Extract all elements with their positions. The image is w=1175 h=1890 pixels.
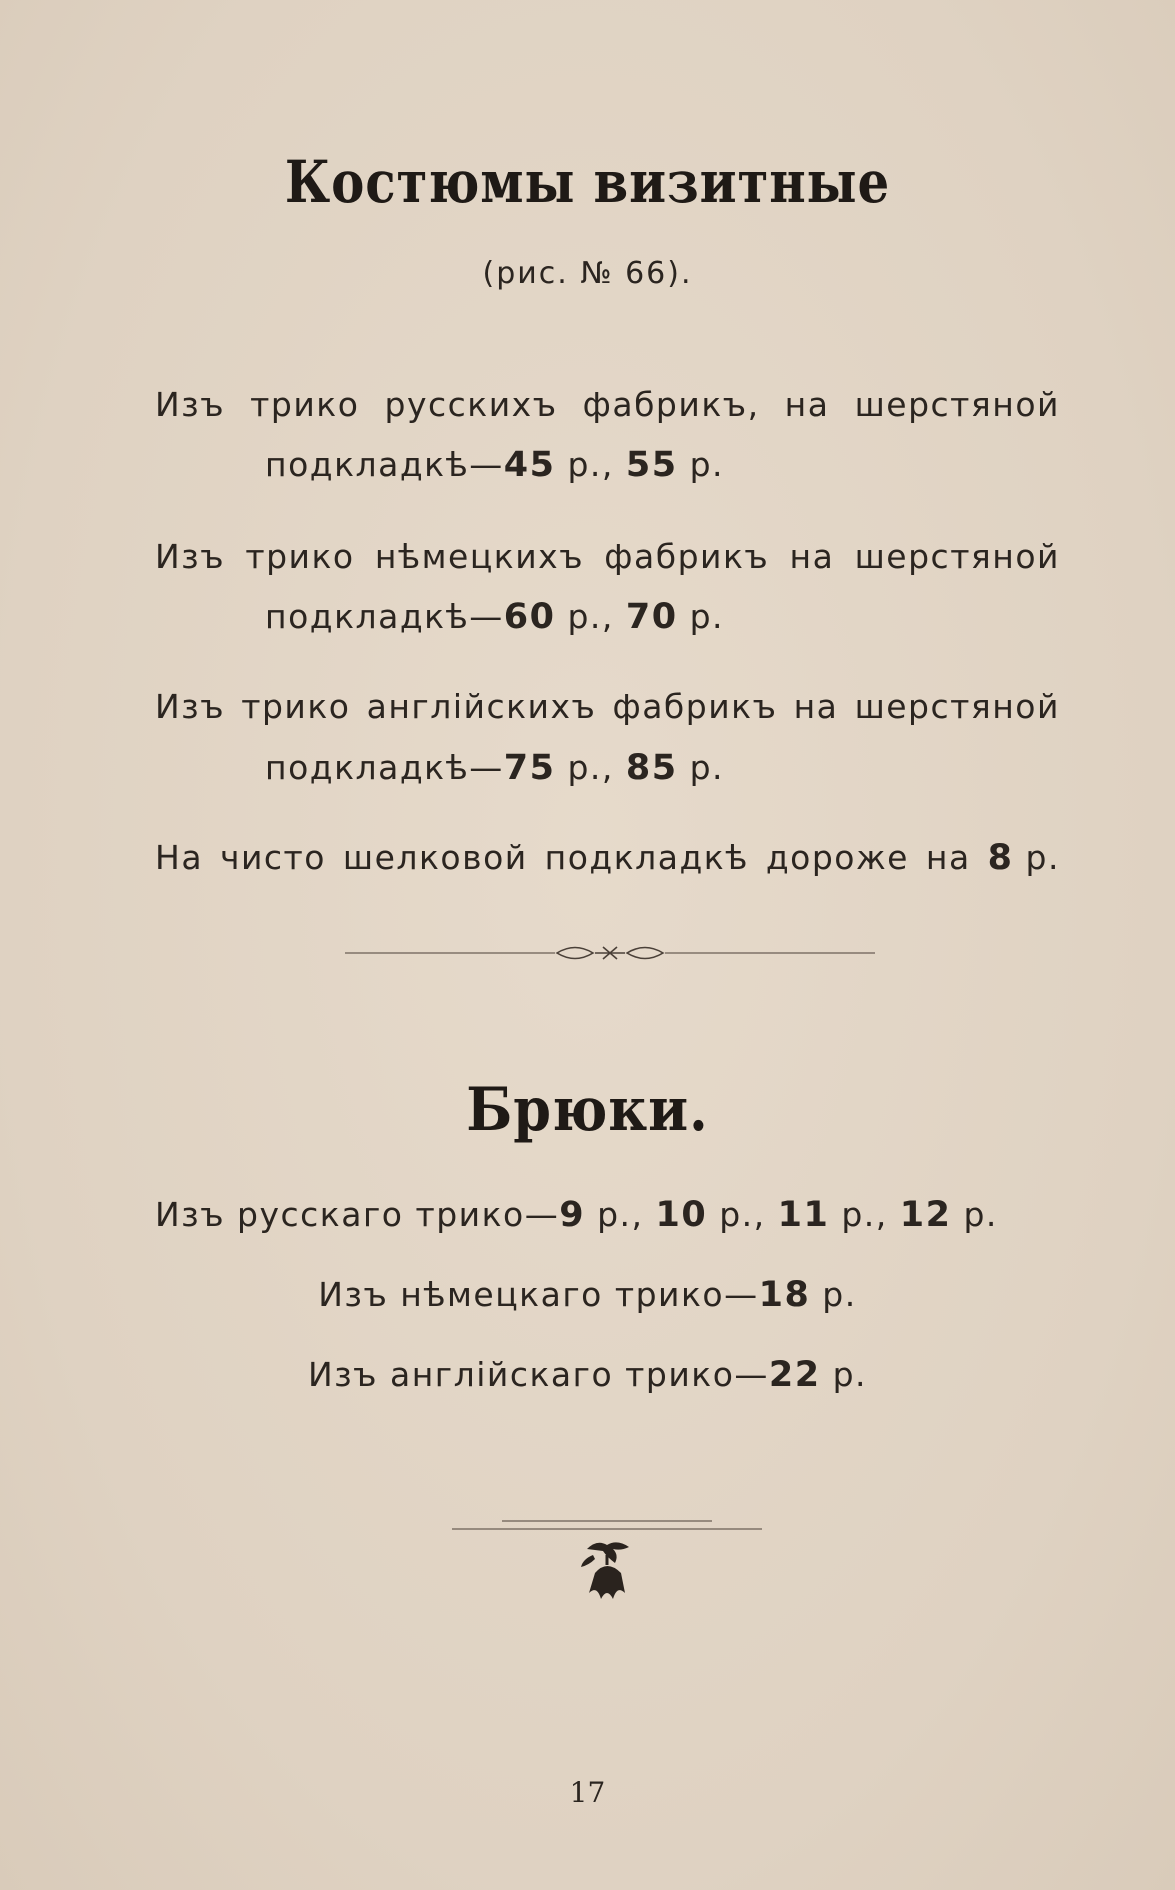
price-value: 10 — [655, 1195, 708, 1235]
price-unit: р. — [677, 748, 725, 787]
entry-text: подкладкѣ— — [265, 445, 504, 484]
entry-text: подкладкѣ— — [265, 748, 504, 787]
word: шерстяной — [854, 385, 1060, 424]
word: англійскихъ — [366, 687, 597, 726]
word: русскихъ — [384, 385, 558, 424]
price-unit: р. — [1013, 838, 1060, 877]
word: шерстяной — [854, 687, 1060, 726]
word: фабрикъ — [604, 537, 770, 576]
section-title-costumes: Костюмы визитные — [284, 148, 891, 216]
word: чисто — [219, 838, 326, 877]
price-value: 85 — [625, 748, 678, 788]
price-unit: р., — [829, 1195, 900, 1234]
floral-ornament — [447, 1515, 767, 1615]
price-value: 22 — [768, 1355, 821, 1395]
price-value: 8 — [987, 838, 1014, 878]
word: Изъ — [155, 537, 226, 576]
price-value: 75 — [503, 748, 556, 788]
word: трико — [245, 537, 355, 576]
entry-text: Изъ англійскаго трико— — [307, 1355, 769, 1394]
section-title-trousers: Брюки. — [466, 1075, 709, 1145]
price-unit: р., — [707, 1195, 778, 1234]
price-unit: р. — [677, 445, 725, 484]
word: Изъ — [155, 385, 226, 424]
word: трико — [241, 687, 351, 726]
price-value: 70 — [625, 597, 678, 637]
word: дороже — [765, 838, 909, 877]
word: на — [789, 537, 835, 576]
price-unit: р., — [555, 445, 626, 484]
price-value: 9 — [559, 1195, 586, 1235]
entry-text: Изъ русскаго трико— — [155, 1195, 560, 1234]
price-entry-english-line2 — [265, 748, 724, 788]
price-entry-english-line1 — [155, 687, 1060, 726]
price-unit: р. — [951, 1195, 998, 1234]
entry-text: Изъ нѣмецкаго трико— — [318, 1275, 759, 1314]
price-unit: р. — [677, 597, 725, 636]
price-unit: р., — [585, 1195, 656, 1234]
price-entry-russian-line2 — [265, 445, 724, 485]
price-entry-german-line1 — [155, 537, 1060, 576]
word: фабрикъ, — [582, 385, 760, 424]
word: на — [784, 385, 830, 424]
silk-lining-note — [155, 838, 1060, 878]
entry-text: подкладкѣ— — [265, 597, 504, 636]
price-value: 12 — [899, 1195, 952, 1235]
price-unit: р., — [555, 748, 626, 787]
price-value: 55 — [625, 445, 678, 485]
price-value: 45 — [503, 445, 556, 485]
word: Изъ — [155, 687, 226, 726]
price-unit: р. — [810, 1275, 857, 1314]
word: шелковой — [342, 838, 528, 877]
note-price — [988, 838, 1060, 878]
ornamental-divider — [345, 938, 875, 968]
word: на — [793, 687, 839, 726]
price-unit: р., — [555, 597, 626, 636]
page-number: 17 — [569, 1776, 606, 1809]
trousers-english — [0, 1355, 1175, 1395]
price-value: 18 — [758, 1275, 811, 1315]
word: на — [925, 838, 971, 877]
word: фабрикъ — [612, 687, 778, 726]
trousers-german — [0, 1275, 1175, 1315]
word: подкладкѣ — [544, 838, 749, 877]
price-unit: р. — [820, 1355, 868, 1394]
price-entry-russian-line1 — [155, 385, 1060, 424]
price-value: 60 — [503, 597, 556, 637]
price-entry-german-line2 — [265, 597, 724, 637]
word: трико — [250, 385, 360, 424]
word: На — [155, 838, 204, 877]
figure-reference: (рис. № 66). — [482, 256, 693, 291]
trousers-russian — [155, 1195, 998, 1235]
price-value: 11 — [777, 1195, 830, 1235]
word: нѣмецкихъ — [374, 537, 585, 576]
word: шерстяной — [854, 537, 1060, 576]
